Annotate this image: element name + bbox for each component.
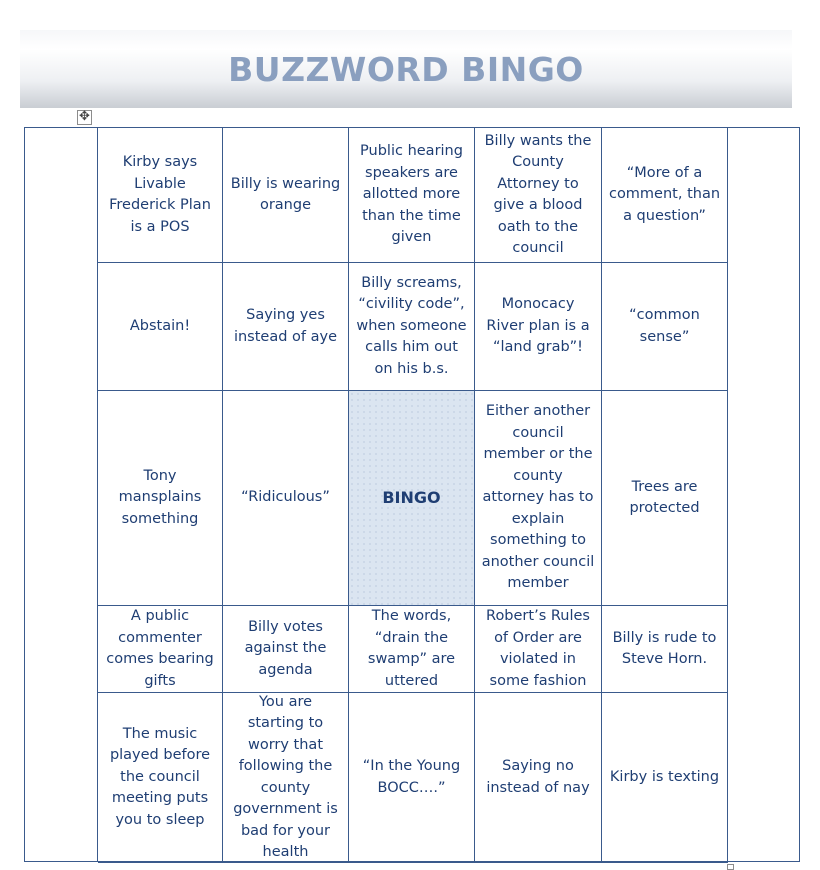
cell-text: Saying no instead of nay	[486, 758, 590, 796]
bingo-cell-r2-c2[interactable]	[223, 263, 349, 391]
bingo-cell-r3-c5[interactable]	[602, 391, 728, 606]
cell-text: Billy screams, “civility code”, when someone calls him out on his b.s.	[356, 274, 467, 377]
bingo-cell-r2-c5[interactable]	[602, 263, 728, 391]
bingo-cell-r3-c2[interactable]	[223, 391, 349, 606]
cell-text: Saying yes instead of aye	[233, 307, 338, 345]
cell-text: Abstain!	[129, 317, 191, 334]
cell-text: The words, “drain the swamp” are uttered	[367, 608, 456, 689]
bingo-cell-r5-c1[interactable]	[98, 693, 223, 863]
title-band	[20, 30, 792, 108]
cell-text: Kirby says Livable Frederick Plan is a POS	[109, 154, 211, 235]
cell-text: Trees are protected	[629, 478, 700, 516]
bingo-cell-r4-c1[interactable]	[98, 606, 223, 693]
cell-text: “In the Young BOCC….”	[362, 758, 461, 796]
bingo-free-cell[interactable]	[349, 391, 475, 606]
free-cell-text: BINGO	[382, 488, 441, 508]
page-title: BUZZWORD BINGO	[228, 49, 584, 89]
bingo-cell-r1-c1[interactable]	[98, 128, 223, 263]
cell-text: Billy wants the County Attorney to give a blood oath to the council	[484, 132, 592, 256]
bingo-cell-r1-c4[interactable]	[475, 128, 602, 263]
cell-text: Billy is wearing orange	[230, 175, 341, 213]
cell-text: Billy votes against the agenda	[244, 618, 327, 678]
cell-text: Monocacy River plan is a “land grab”!	[486, 296, 590, 356]
bingo-cell-r2-c1[interactable]	[98, 263, 223, 391]
cell-text: Kirby is texting	[609, 768, 720, 785]
bingo-cell-r3-c1[interactable]	[98, 391, 223, 606]
bingo-cell-r1-c3[interactable]	[349, 128, 475, 263]
bingo-cell-r2-c3[interactable]	[349, 263, 475, 391]
bingo-cell-r1-c5[interactable]	[602, 128, 728, 263]
bingo-cell-r4-c3[interactable]	[349, 606, 475, 693]
cell-text: Robert’s Rules of Order are violated in some fashion	[486, 608, 590, 689]
bingo-cell-r5-c4[interactable]	[475, 693, 602, 863]
bingo-cell-r4-c4[interactable]	[475, 606, 602, 693]
cell-text: A public commenter comes bearing gifts	[106, 608, 214, 689]
cell-text: Billy is rude to Steve Horn.	[612, 629, 717, 667]
bingo-cell-r2-c4[interactable]	[475, 263, 602, 391]
table-move-handle-icon[interactable]: ✥	[77, 110, 92, 125]
table-resize-handle-icon[interactable]	[727, 864, 734, 870]
bingo-cell-r4-c5[interactable]	[602, 606, 728, 693]
cell-text: You are starting to worry that following the county government is bad for your health	[233, 693, 338, 860]
cell-text: The music played before the council meeting puts you to sleep	[109, 725, 211, 828]
cell-text: Tony mansplains something	[118, 467, 202, 527]
bingo-cell-r5-c3[interactable]	[349, 693, 475, 863]
cell-text: Public hearing speakers are allotted more than the time given	[360, 143, 463, 246]
bingo-cell-r5-c2[interactable]	[223, 693, 349, 863]
bingo-cell-r1-c2[interactable]	[223, 128, 349, 263]
cell-text: “common sense”	[629, 307, 700, 345]
bingo-board	[97, 127, 727, 862]
cell-text: “Ridiculous”	[241, 489, 330, 506]
bingo-cell-r3-c4[interactable]	[475, 391, 602, 606]
bingo-cell-r4-c2[interactable]	[223, 606, 349, 693]
cell-text: Either another council member or the county attorney has to explain something to another council member	[481, 403, 595, 592]
bingo-cell-r5-c5[interactable]	[602, 693, 728, 863]
cell-text: “More of a comment, than a question”	[608, 164, 721, 224]
